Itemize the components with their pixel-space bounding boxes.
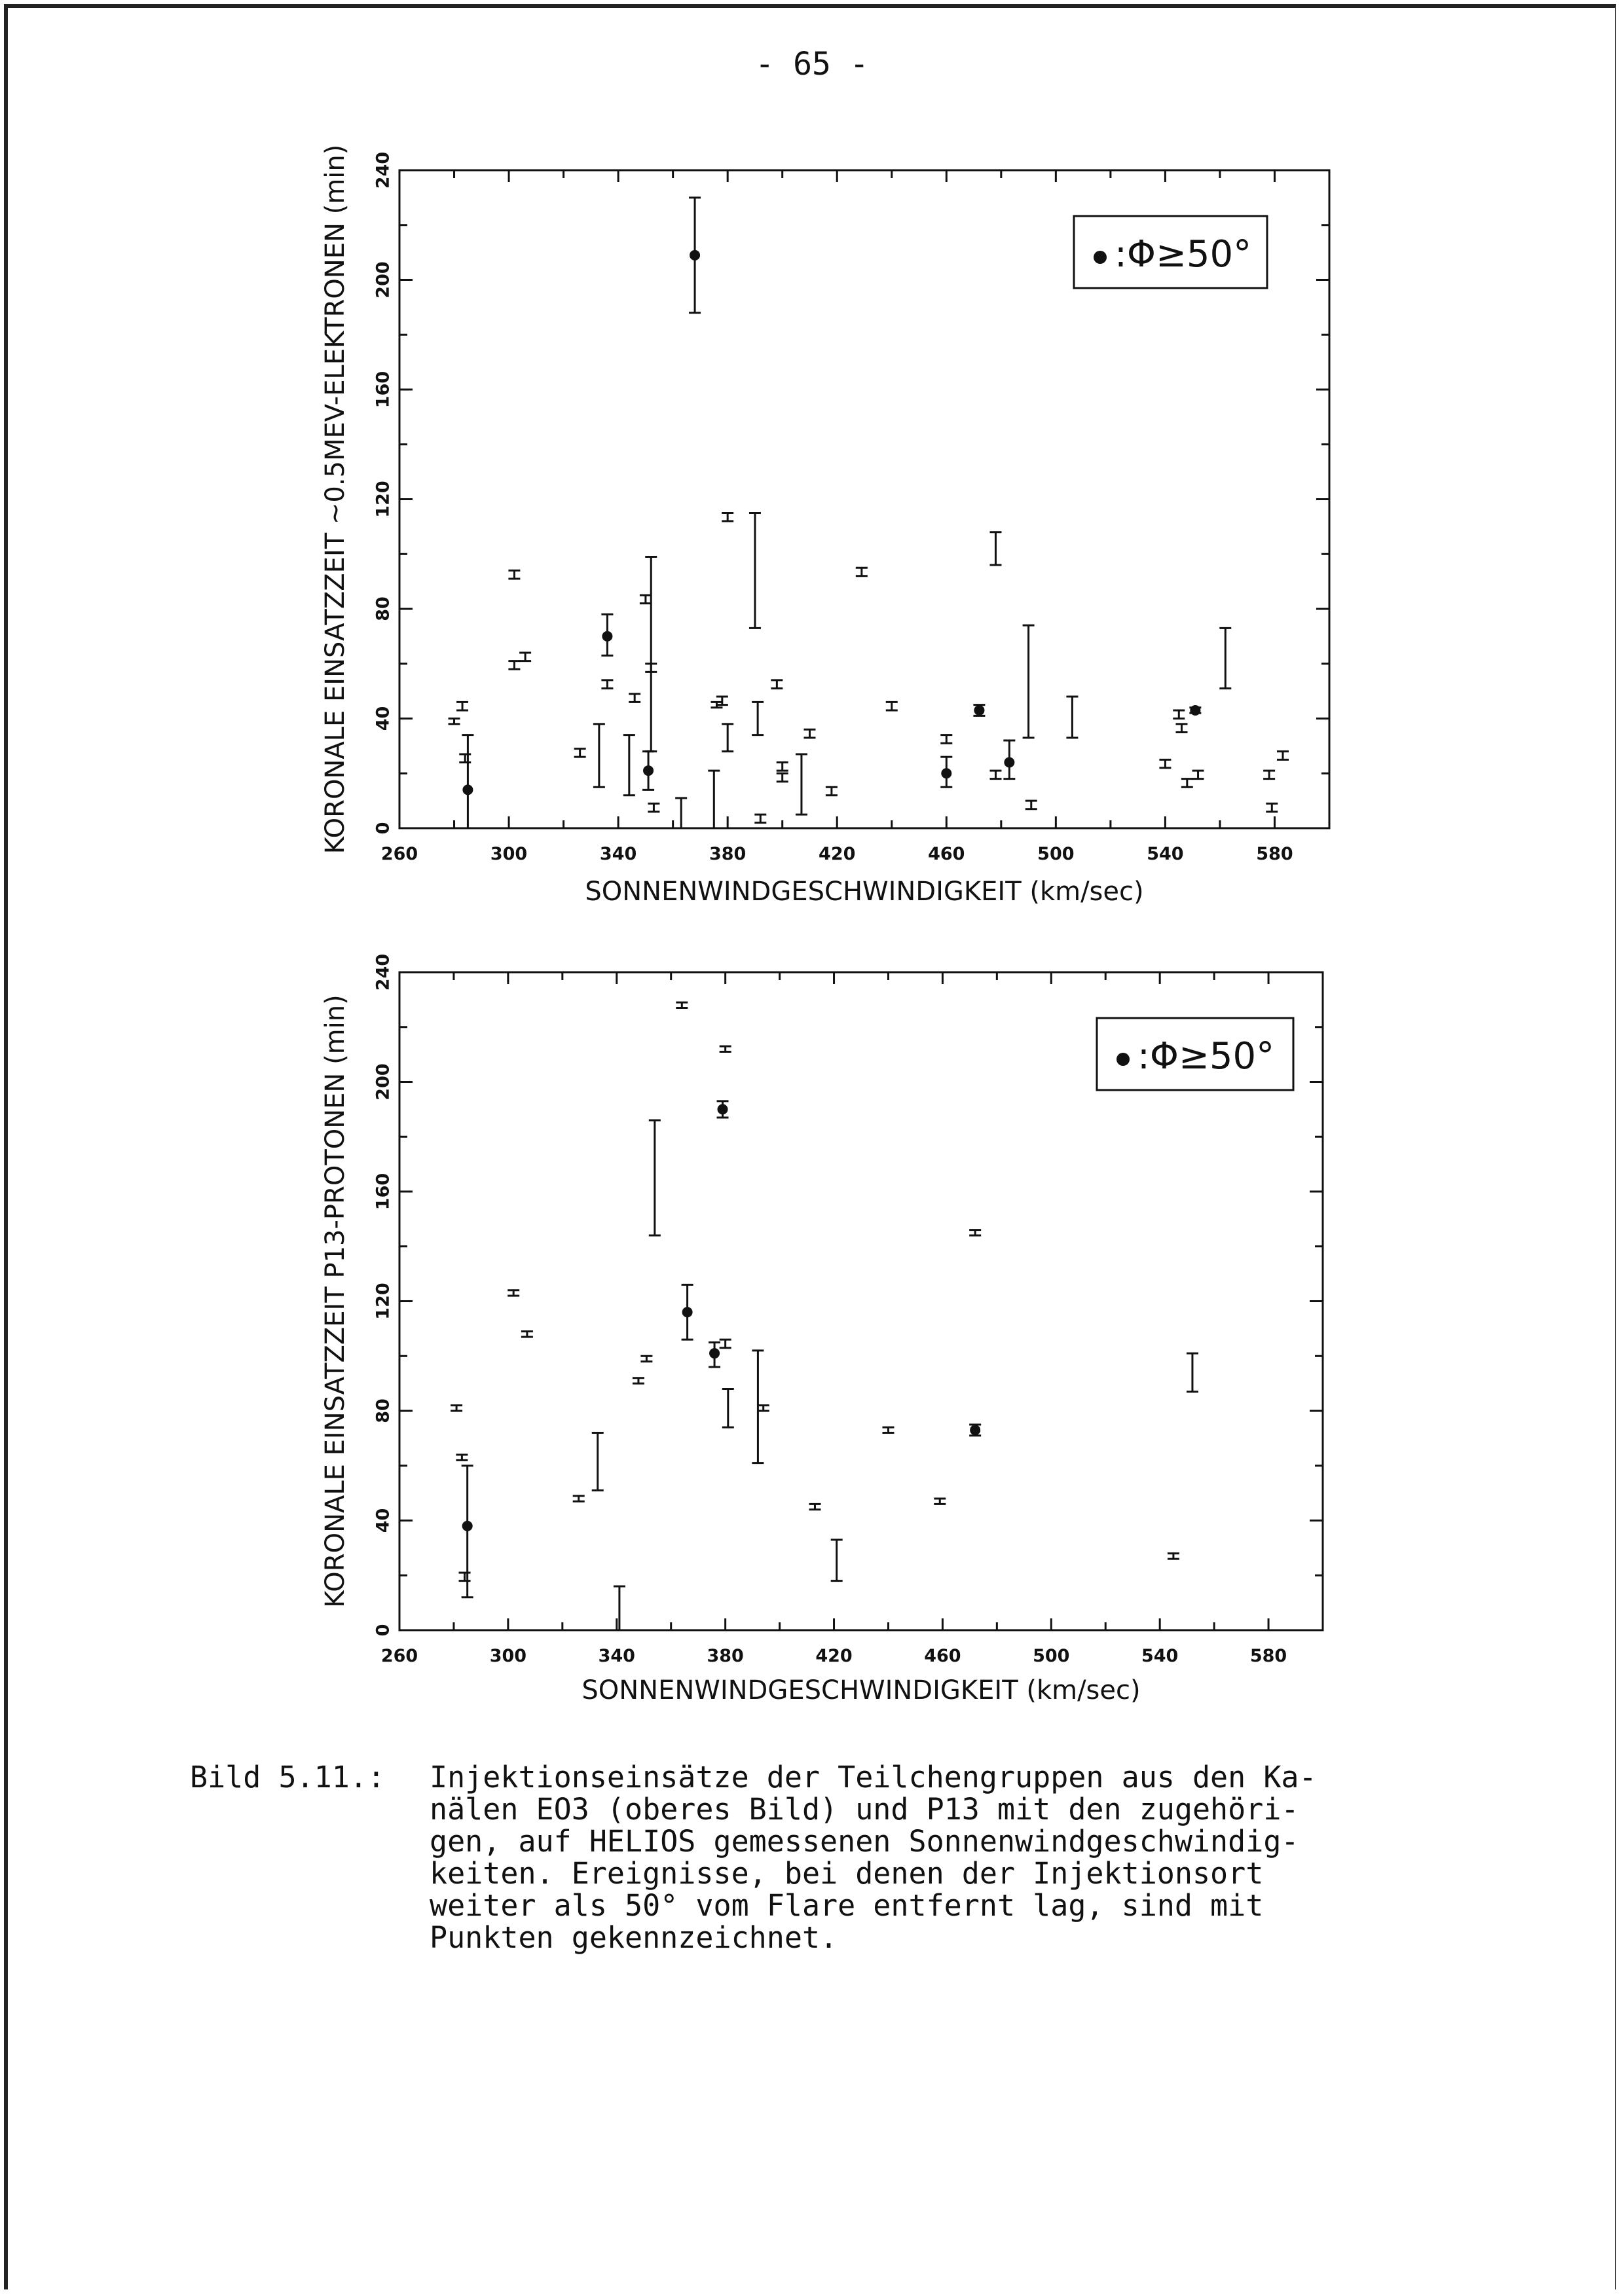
dot-marker xyxy=(940,757,952,787)
dot-point xyxy=(462,784,473,795)
dot-point xyxy=(1190,705,1200,716)
error-bar xyxy=(593,724,605,787)
proton-injection-chart xyxy=(0,943,1624,1748)
dot-marker xyxy=(462,735,473,828)
error-bar xyxy=(508,661,520,670)
error-bar xyxy=(796,754,807,814)
page-number: - 65 - xyxy=(755,46,869,82)
x-tick-label: 460 xyxy=(924,1646,961,1666)
dot-point xyxy=(462,1521,473,1531)
y-axis-title: KORONALE EINSATZZEIT ~0.5MEV-ELEKTRONEN (min) xyxy=(320,144,350,854)
error-bar xyxy=(1277,752,1289,760)
error-bar xyxy=(459,754,471,763)
error-bar xyxy=(645,556,657,751)
error-bar xyxy=(1181,779,1193,788)
legend-dot xyxy=(1116,1053,1130,1066)
error-bar xyxy=(614,1586,625,1630)
x-tick-label: 260 xyxy=(380,1646,418,1666)
x-tick-label: 300 xyxy=(489,1646,527,1666)
x-tick-label: 500 xyxy=(1037,844,1075,864)
x-tick-label: 260 xyxy=(380,844,418,864)
y-tick-label: 160 xyxy=(373,371,394,409)
error-bar xyxy=(640,595,652,604)
error-bar xyxy=(1023,625,1035,738)
dot-point xyxy=(941,768,951,778)
x-tick-label: 300 xyxy=(490,844,528,864)
error-bar xyxy=(676,1002,688,1008)
error-bar xyxy=(456,1455,468,1460)
x-tick-label: 580 xyxy=(1256,844,1293,864)
dot-marker xyxy=(462,1466,473,1597)
error-bar xyxy=(1192,771,1204,779)
error-bar xyxy=(1168,1554,1179,1559)
error-bar xyxy=(1175,724,1187,733)
error-bar xyxy=(1263,771,1275,779)
error-bar xyxy=(574,749,586,757)
error-bar xyxy=(640,1356,652,1361)
dot-marker xyxy=(969,1425,981,1436)
error-bar xyxy=(989,771,1001,779)
x-tick-label: 420 xyxy=(815,1646,853,1666)
legend xyxy=(1097,1018,1293,1090)
y-axis-title: KORONALE EINSATZZEIT P13-PROTONEN (min) xyxy=(320,994,350,1608)
legend xyxy=(1074,216,1267,288)
error-bar xyxy=(675,798,687,828)
dot-point xyxy=(1004,757,1014,768)
y-tick-label: 240 xyxy=(373,151,394,189)
y-tick-label: 0 xyxy=(373,822,394,835)
error-bar xyxy=(633,1378,644,1383)
x-tick-label: 580 xyxy=(1249,1646,1287,1666)
x-tick-label: 380 xyxy=(707,1646,744,1666)
y-tick-label: 200 xyxy=(373,1063,394,1101)
error-bar xyxy=(1173,710,1185,719)
error-bar xyxy=(886,702,898,710)
dot-marker xyxy=(642,752,654,790)
dot-marker xyxy=(601,614,613,655)
dot-marker xyxy=(1189,705,1201,716)
dot-point xyxy=(970,1425,980,1435)
error-bar xyxy=(649,1120,661,1235)
caption-label: Bild 5.11.: xyxy=(190,1760,386,1795)
y-tick-label: 160 xyxy=(373,1173,394,1211)
y-tick-label: 80 xyxy=(373,1398,394,1423)
legend-label: :Φ≥50° xyxy=(1115,233,1252,276)
error-bar xyxy=(716,697,728,705)
error-bar xyxy=(1187,1353,1198,1392)
y-tick-label: 40 xyxy=(373,1508,394,1533)
caption-text: Injektionseinsätze der Teilchengruppen aus den Ka- nälen EO3 (oberes Bild) und P13 mit den zugehöri- gen, auf HELIOS gemessenen Sonnenwindgeschwindig- keiten. Ereignisse, bei denen der Injektionsort weiter als 50° vom Flare entfernt lag, sind mit Punkten gekennzeichnet. xyxy=(430,1760,1317,1955)
dot-marker xyxy=(689,198,701,313)
error-bar xyxy=(771,680,783,689)
error-bar xyxy=(521,1332,533,1337)
y-tick-label: 80 xyxy=(373,596,394,621)
y-tick-label: 200 xyxy=(373,261,394,299)
y-tick-label: 240 xyxy=(373,953,394,991)
error-bar xyxy=(749,513,761,628)
x-axis-title: SONNENWINDGESCHWINDIGKEIT (km/sec) xyxy=(581,1675,1141,1705)
x-tick-label: 340 xyxy=(598,1646,635,1666)
dot-point xyxy=(602,631,612,642)
error-bar xyxy=(989,532,1001,565)
dot-point xyxy=(974,705,984,716)
error-bar xyxy=(803,729,815,738)
error-bar xyxy=(831,1540,843,1581)
x-tick-label: 500 xyxy=(1033,1646,1070,1666)
error-bar xyxy=(601,680,613,689)
error-bar xyxy=(645,664,657,672)
error-bar xyxy=(722,513,733,521)
error-bar xyxy=(507,1290,519,1296)
y-tick-label: 0 xyxy=(373,1624,394,1637)
error-bar xyxy=(777,773,788,782)
dot-marker xyxy=(717,1101,729,1118)
dot-point xyxy=(682,1307,693,1317)
x-tick-label: 420 xyxy=(819,844,856,864)
error-bar xyxy=(752,1351,764,1463)
dot-point xyxy=(643,765,654,776)
error-bar xyxy=(722,1389,734,1428)
x-tick-label: 340 xyxy=(599,844,637,864)
error-bar xyxy=(708,771,720,828)
error-bar xyxy=(519,653,531,661)
error-bar xyxy=(629,694,640,702)
error-bar xyxy=(1025,801,1037,809)
x-axis-title: SONNENWINDGESCHWINDIGKEIT (km/sec) xyxy=(585,877,1144,907)
y-tick-label: 40 xyxy=(373,706,394,731)
error-bar xyxy=(451,1406,462,1411)
y-tick-label: 120 xyxy=(373,481,394,518)
error-bar xyxy=(856,568,868,576)
dot-point xyxy=(690,250,700,261)
error-bar xyxy=(777,763,788,771)
error-bar xyxy=(758,1406,769,1411)
error-bar xyxy=(623,735,635,795)
error-bar xyxy=(1219,628,1231,688)
dot-marker xyxy=(709,1342,720,1367)
x-tick-label: 540 xyxy=(1147,844,1184,864)
dot-point xyxy=(718,1104,728,1114)
error-bar xyxy=(459,1573,471,1581)
error-bar xyxy=(720,1339,731,1348)
dot-point xyxy=(709,1348,720,1358)
dot-marker xyxy=(973,705,985,716)
x-tick-label: 460 xyxy=(928,844,965,864)
dot-marker xyxy=(682,1285,693,1339)
error-bar xyxy=(1159,759,1171,768)
error-bar xyxy=(456,702,468,710)
legend-dot xyxy=(1094,251,1107,264)
error-bar xyxy=(648,803,659,812)
y-tick-label: 120 xyxy=(373,1283,394,1320)
x-tick-label: 540 xyxy=(1141,1646,1179,1666)
error-bar xyxy=(826,787,838,795)
error-bar xyxy=(934,1499,946,1504)
error-bar xyxy=(592,1433,604,1491)
error-bar xyxy=(449,719,460,724)
error-bar xyxy=(573,1496,585,1501)
error-bar xyxy=(809,1504,821,1509)
electron-injection-chart xyxy=(0,131,1624,936)
error-bar xyxy=(940,735,952,744)
legend-label: :Φ≥50° xyxy=(1137,1035,1275,1078)
x-tick-label: 380 xyxy=(709,844,747,864)
error-bar xyxy=(1266,803,1278,812)
error-bar xyxy=(508,570,520,579)
error-bar xyxy=(722,724,733,752)
error-bar xyxy=(969,1230,981,1235)
error-bar xyxy=(1066,697,1078,738)
error-bar xyxy=(754,814,766,823)
error-bar xyxy=(720,1046,731,1051)
error-bar xyxy=(882,1427,894,1432)
dot-marker xyxy=(1003,740,1015,779)
error-bar xyxy=(752,702,764,735)
